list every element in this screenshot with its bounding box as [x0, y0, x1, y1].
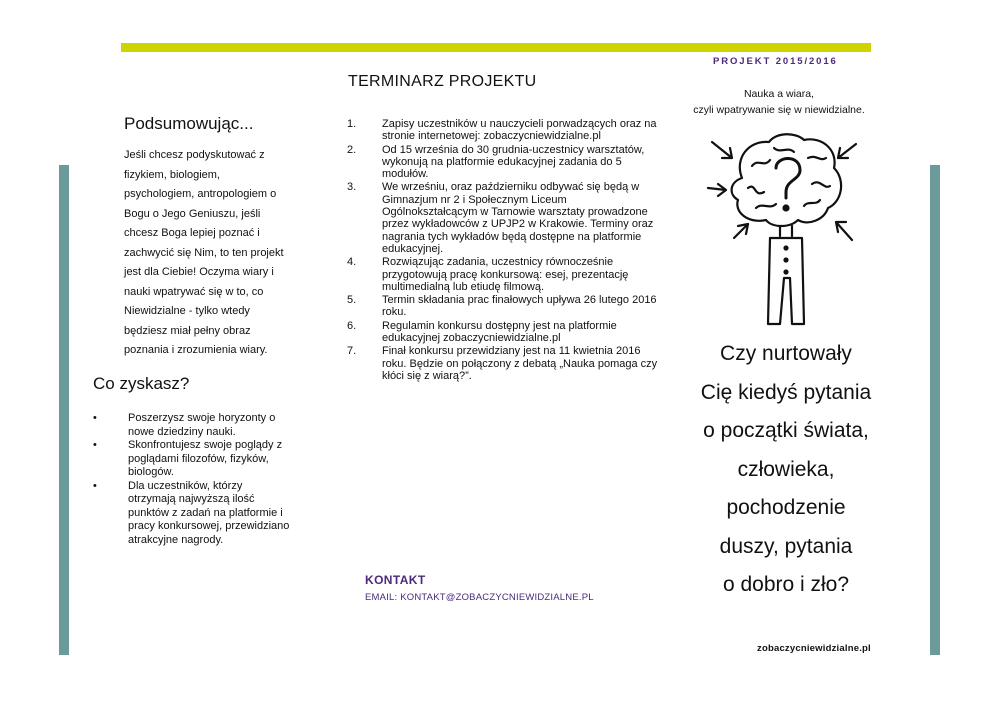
- gains-item: • Skonfrontujesz swoje poglądy z poglądami filozofów, fizyków, biologów.: [93, 439, 293, 480]
- question-line: duszy, pytania: [719, 534, 853, 558]
- top-accent-bar: [121, 43, 871, 52]
- schedule-item: [347, 118, 665, 143]
- thinking-person-illustration: [704, 128, 864, 328]
- question-line: Cię kiedyś pytania: [700, 380, 872, 404]
- question-line: człowieka,: [737, 457, 835, 481]
- subtitle-line: czyli wpatrywanie się w niewidzialne.: [693, 104, 865, 116]
- schedule-item-text: Zapisy uczestników u nauczycieli porwadzących oraz na stronie internetowej: zobaczycniewidzialne.pl: [382, 118, 657, 143]
- schedule-title: TERMINARZ PROJEKTU: [348, 73, 537, 90]
- gains-item: • Poszerzysz swoje horyzonty o nowe dziedziny nauki.: [93, 412, 293, 439]
- question-line: pochodzenie: [726, 496, 846, 519]
- schedule-item-number: 5.: [347, 294, 357, 307]
- gains-item: • Dla uczestników, którzy otrzymają najwyższą ilość punktów z zadań na platformie i pracy konkursowej, przewidziano atrakcyjne nagrody.: [93, 480, 293, 548]
- schedule-item: [347, 256, 665, 293]
- summary-text: Jeśli chcesz podyskutować z fizykiem, biologiem, psychologiem, antropologiem o Bogu o Jego Geniuszu, jeśli chcesz Boga lepiej poznać i zachwycić się Nim, to ten projekt jest dla Ciebie! Oczyma wiary i nauki wpatrywać się w to, co Niewidzialne - tylko wtedy będziesz miał pełny obraz poznania i zrozumienia wiary.: [124, 149, 284, 356]
- schedule-item-text: Rozwiązując zadania, uczestnicy równocześnie przygotowują pracę konkursową: esej, prezentację multimedialną lub etiudę filmową.: [382, 256, 629, 293]
- question-line: o dobro i zło?: [722, 573, 850, 596]
- schedule-item-text: Finał konkursu przewidziany jest na 11 kwietnia 2016 roku. Będzie on połączony z debatą „Nauka pomaga czy kłóci się z wiarą?”.: [382, 345, 658, 382]
- summary-title: Podsumowując...: [124, 114, 254, 133]
- schedule-item-text: Termin składania prac finałowych upływa 26 lutego 2016 roku.: [382, 294, 657, 319]
- subtitle: [672, 86, 886, 118]
- subtitle-line: Nauka a wiara,: [743, 88, 815, 100]
- schedule-list: [347, 118, 665, 383]
- gains-list: [93, 412, 293, 547]
- schedule-item-number: 7.: [347, 345, 357, 358]
- contact-title: KONTAKT: [365, 573, 426, 587]
- schedule-item-text: Regulamin konkursu dostępny jest na platformie edukacyjnej zobaczycniewidzialne.pl: [382, 319, 617, 345]
- contact-email[interactable]: EMAIL: KONTAKT@ZOBACZYCNIEWIDZIALNE.PL: [365, 592, 594, 603]
- left-side-bar: [59, 165, 69, 655]
- schedule-item-number: 6.: [347, 319, 357, 332]
- schedule-item: [347, 345, 665, 382]
- schedule-item: [347, 144, 665, 181]
- question-line: o początki świata,: [703, 419, 869, 442]
- schedule-item-text: Od 15 września do 30 grudnia-uczestnicy warsztatów, wykonują na platformie edukacyjnej zadania do 5 modułów.: [382, 143, 645, 181]
- right-side-bar: [930, 165, 940, 655]
- question-block: [672, 335, 900, 605]
- schedule-item: [347, 320, 665, 345]
- website-link[interactable]: zobaczycniewidzialne.pl: [757, 643, 871, 654]
- project-label: PROJEKT 2015/2016: [713, 56, 838, 67]
- schedule-item-text: We wrześniu, oraz październiku odbywać się będą w Gimnazjum nr 2 i Społecznym Liceum Ogólnokształcącym w Tarnowie warsztaty prowadzone przez wykładowców z UPJP2 w Krakowie. Terminy oraz nagrania tych wykładów będą dostępne na platformie edukacyjnej.: [382, 181, 654, 255]
- schedule-item-number: 1.: [347, 118, 357, 130]
- schedule-item: [347, 181, 665, 255]
- schedule-item-number: 4.: [347, 256, 357, 269]
- schedule-item-number: 3.: [347, 181, 357, 194]
- schedule-item: [347, 294, 665, 319]
- question-line: Czy nurtowały: [720, 342, 852, 365]
- schedule-item-number: 2.: [347, 143, 357, 156]
- gains-title: Co zyskasz?: [93, 374, 190, 393]
